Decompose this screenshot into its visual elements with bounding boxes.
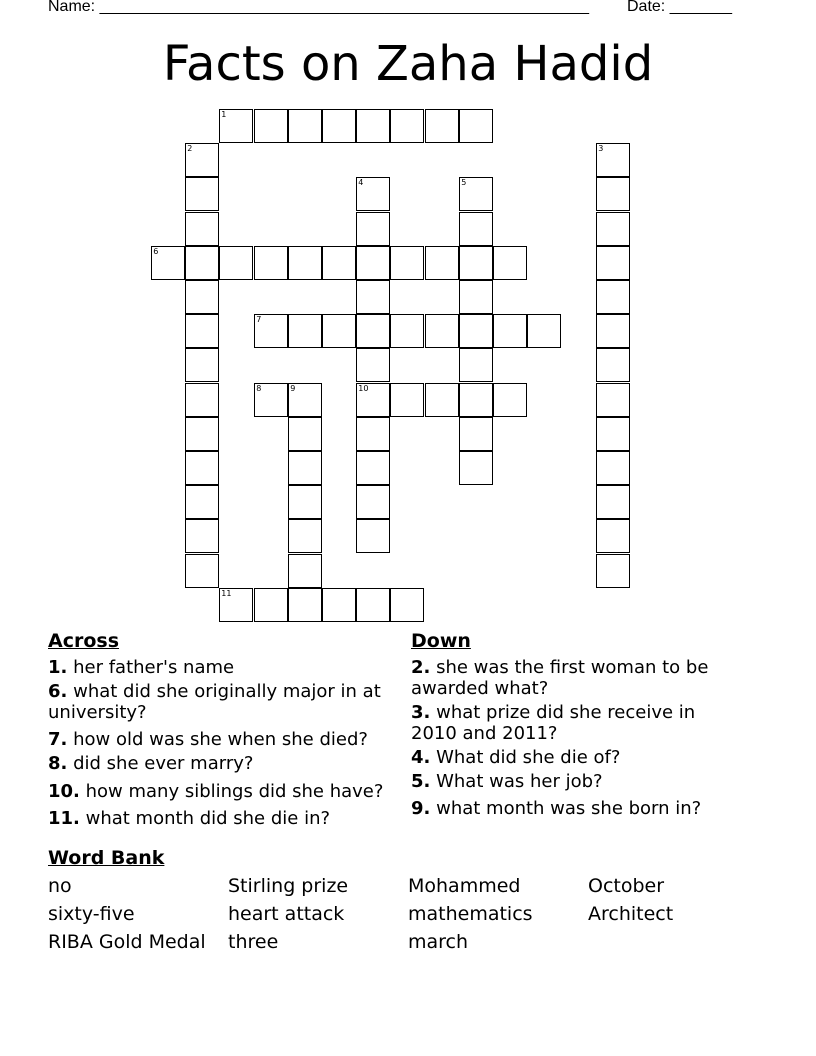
crossword-cell[interactable] xyxy=(185,314,219,348)
crossword-cell[interactable] xyxy=(459,109,493,143)
crossword-cell[interactable] xyxy=(288,109,322,143)
crossword-cell[interactable] xyxy=(596,177,630,211)
crossword-cell[interactable] xyxy=(356,314,390,348)
crossword-cell[interactable] xyxy=(459,383,493,417)
crossword-cell[interactable] xyxy=(288,451,322,485)
clue-number: 7 xyxy=(256,315,262,325)
crossword-cell[interactable] xyxy=(185,177,219,211)
crossword-cell[interactable] xyxy=(390,246,424,280)
crossword-cell[interactable] xyxy=(356,383,390,417)
crossword-cell[interactable] xyxy=(219,246,253,280)
clue-across-11: 11. what month did she die in? xyxy=(48,808,331,829)
crossword-cell[interactable] xyxy=(527,314,561,348)
clue-number: 10 xyxy=(358,384,369,394)
clue-down-3: 3. what prize did she receive in 2010 and 2011? xyxy=(411,702,696,744)
crossword-cell[interactable] xyxy=(254,246,288,280)
crossword-cell[interactable] xyxy=(322,314,356,348)
clue-number: 2 xyxy=(187,144,193,154)
crossword-cell[interactable] xyxy=(322,109,356,143)
clue-down-5: 5. What was her job? xyxy=(411,771,603,792)
crossword-cell[interactable] xyxy=(493,246,527,280)
crossword-cell[interactable] xyxy=(596,383,630,417)
crossword-cell[interactable] xyxy=(185,348,219,382)
crossword-cell[interactable] xyxy=(254,383,288,417)
word-bank-item: October xyxy=(588,875,665,897)
word-bank-item: three xyxy=(228,931,279,953)
crossword-cell[interactable] xyxy=(596,246,630,280)
crossword-cell[interactable] xyxy=(356,246,390,280)
crossword-cell[interactable] xyxy=(596,280,630,314)
crossword-cell[interactable] xyxy=(425,314,459,348)
clue-number: 1 xyxy=(221,110,227,120)
crossword-cell[interactable] xyxy=(288,485,322,519)
date-line[interactable]: Date: _______ xyxy=(627,0,732,15)
word-bank-item: mathematics xyxy=(408,903,533,925)
crossword-cell[interactable] xyxy=(459,417,493,451)
word-bank-heading: Word Bank xyxy=(48,847,165,869)
crossword-cell[interactable] xyxy=(322,246,356,280)
clue-number: 5 xyxy=(461,178,467,188)
word-bank-item: no xyxy=(48,875,72,897)
page-title: Facts on Zaha Hadid xyxy=(162,36,654,92)
clue-number: 8 xyxy=(256,384,262,394)
crossword-cell[interactable] xyxy=(356,485,390,519)
crossword-cell[interactable] xyxy=(219,588,253,622)
clue-across-8: 8. did she ever marry? xyxy=(48,753,254,774)
crossword-cell[interactable] xyxy=(219,109,253,143)
crossword-cell[interactable] xyxy=(288,519,322,553)
crossword-cell[interactable] xyxy=(356,212,390,246)
crossword-cell[interactable] xyxy=(493,314,527,348)
crossword-cell[interactable] xyxy=(288,383,322,417)
clue-across-6: 6. what did she originally major in at university? xyxy=(48,681,381,723)
crossword-cell[interactable] xyxy=(493,383,527,417)
across-heading: Across xyxy=(48,630,120,652)
clue-number: 4 xyxy=(358,178,364,188)
crossword-cell[interactable] xyxy=(356,348,390,382)
crossword-cell[interactable] xyxy=(185,212,219,246)
crossword-cell[interactable] xyxy=(356,417,390,451)
word-bank-item: march xyxy=(408,931,469,953)
crossword-cell[interactable] xyxy=(151,246,185,280)
crossword-cell[interactable] xyxy=(254,588,288,622)
crossword-cell[interactable] xyxy=(459,246,493,280)
crossword-cell[interactable] xyxy=(254,314,288,348)
crossword-cell[interactable] xyxy=(390,383,424,417)
word-bank-item: Architect xyxy=(588,903,674,925)
crossword-cell[interactable] xyxy=(185,246,219,280)
crossword-cell[interactable] xyxy=(185,143,219,177)
crossword-cell[interactable] xyxy=(356,109,390,143)
crossword-cell[interactable] xyxy=(356,177,390,211)
crossword-cell[interactable] xyxy=(425,383,459,417)
crossword-cell[interactable] xyxy=(185,280,219,314)
crossword-cell[interactable] xyxy=(356,519,390,553)
crossword-cell[interactable] xyxy=(425,246,459,280)
crossword-cell[interactable] xyxy=(596,212,630,246)
crossword-cell[interactable] xyxy=(425,109,459,143)
crossword-cell[interactable] xyxy=(596,314,630,348)
crossword-cell[interactable] xyxy=(459,314,493,348)
crossword-cell[interactable] xyxy=(596,519,630,553)
clue-across-1: 1. her father's name xyxy=(48,657,235,678)
down-heading: Down xyxy=(411,630,471,652)
crossword-cell[interactable] xyxy=(356,451,390,485)
crossword-cell[interactable] xyxy=(288,554,322,588)
clue-across-10: 10. how many siblings did she have? xyxy=(48,781,384,802)
clue-number: 6 xyxy=(153,247,159,257)
clue-down-2: 2. she was the first woman to be awarded what? xyxy=(411,657,709,699)
crossword-cell[interactable] xyxy=(185,485,219,519)
crossword-cell[interactable] xyxy=(459,280,493,314)
crossword-cell[interactable] xyxy=(459,348,493,382)
crossword-cell[interactable] xyxy=(596,417,630,451)
crossword-cell[interactable] xyxy=(254,109,288,143)
crossword-cell[interactable] xyxy=(596,143,630,177)
crossword-cell[interactable] xyxy=(596,554,630,588)
crossword-cell[interactable] xyxy=(288,588,322,622)
word-bank-item: Mohammed xyxy=(408,875,521,897)
word-bank-item: sixty-five xyxy=(48,903,135,925)
crossword-cell[interactable] xyxy=(356,588,390,622)
clue-across-7: 7. how old was she when she died? xyxy=(48,729,368,750)
crossword-cell[interactable] xyxy=(596,348,630,382)
crossword-cell[interactable] xyxy=(459,451,493,485)
clue-number: 3 xyxy=(598,144,604,154)
crossword-cell[interactable] xyxy=(596,451,630,485)
crossword-cell[interactable] xyxy=(459,212,493,246)
crossword-cell[interactable] xyxy=(390,588,424,622)
name-line[interactable]: Name: _______________________________________________________ xyxy=(48,0,589,15)
clue-number: 11 xyxy=(221,589,232,599)
crossword-cell[interactable] xyxy=(185,554,219,588)
crossword-cell[interactable] xyxy=(459,177,493,211)
crossword-cell[interactable] xyxy=(185,417,219,451)
crossword-cell[interactable] xyxy=(596,485,630,519)
crossword-cell[interactable] xyxy=(185,519,219,553)
clue-number: 9 xyxy=(290,384,296,394)
crossword-cell[interactable] xyxy=(322,588,356,622)
crossword-cell[interactable] xyxy=(390,314,424,348)
word-bank-item: heart attack xyxy=(228,903,345,925)
word-bank-item: Stirling prize xyxy=(228,875,349,897)
crossword-cell[interactable] xyxy=(185,451,219,485)
crossword-cell[interactable] xyxy=(288,417,322,451)
clue-down-4: 4. What did she die of? xyxy=(411,747,621,768)
clue-down-9: 9. what month was she born in? xyxy=(411,798,702,819)
word-bank-item: RIBA Gold Medal xyxy=(48,931,206,953)
crossword-cell[interactable] xyxy=(288,246,322,280)
crossword-cell[interactable] xyxy=(390,109,424,143)
crossword-cell[interactable] xyxy=(185,383,219,417)
crossword-cell[interactable] xyxy=(356,280,390,314)
crossword-cell[interactable] xyxy=(288,314,322,348)
